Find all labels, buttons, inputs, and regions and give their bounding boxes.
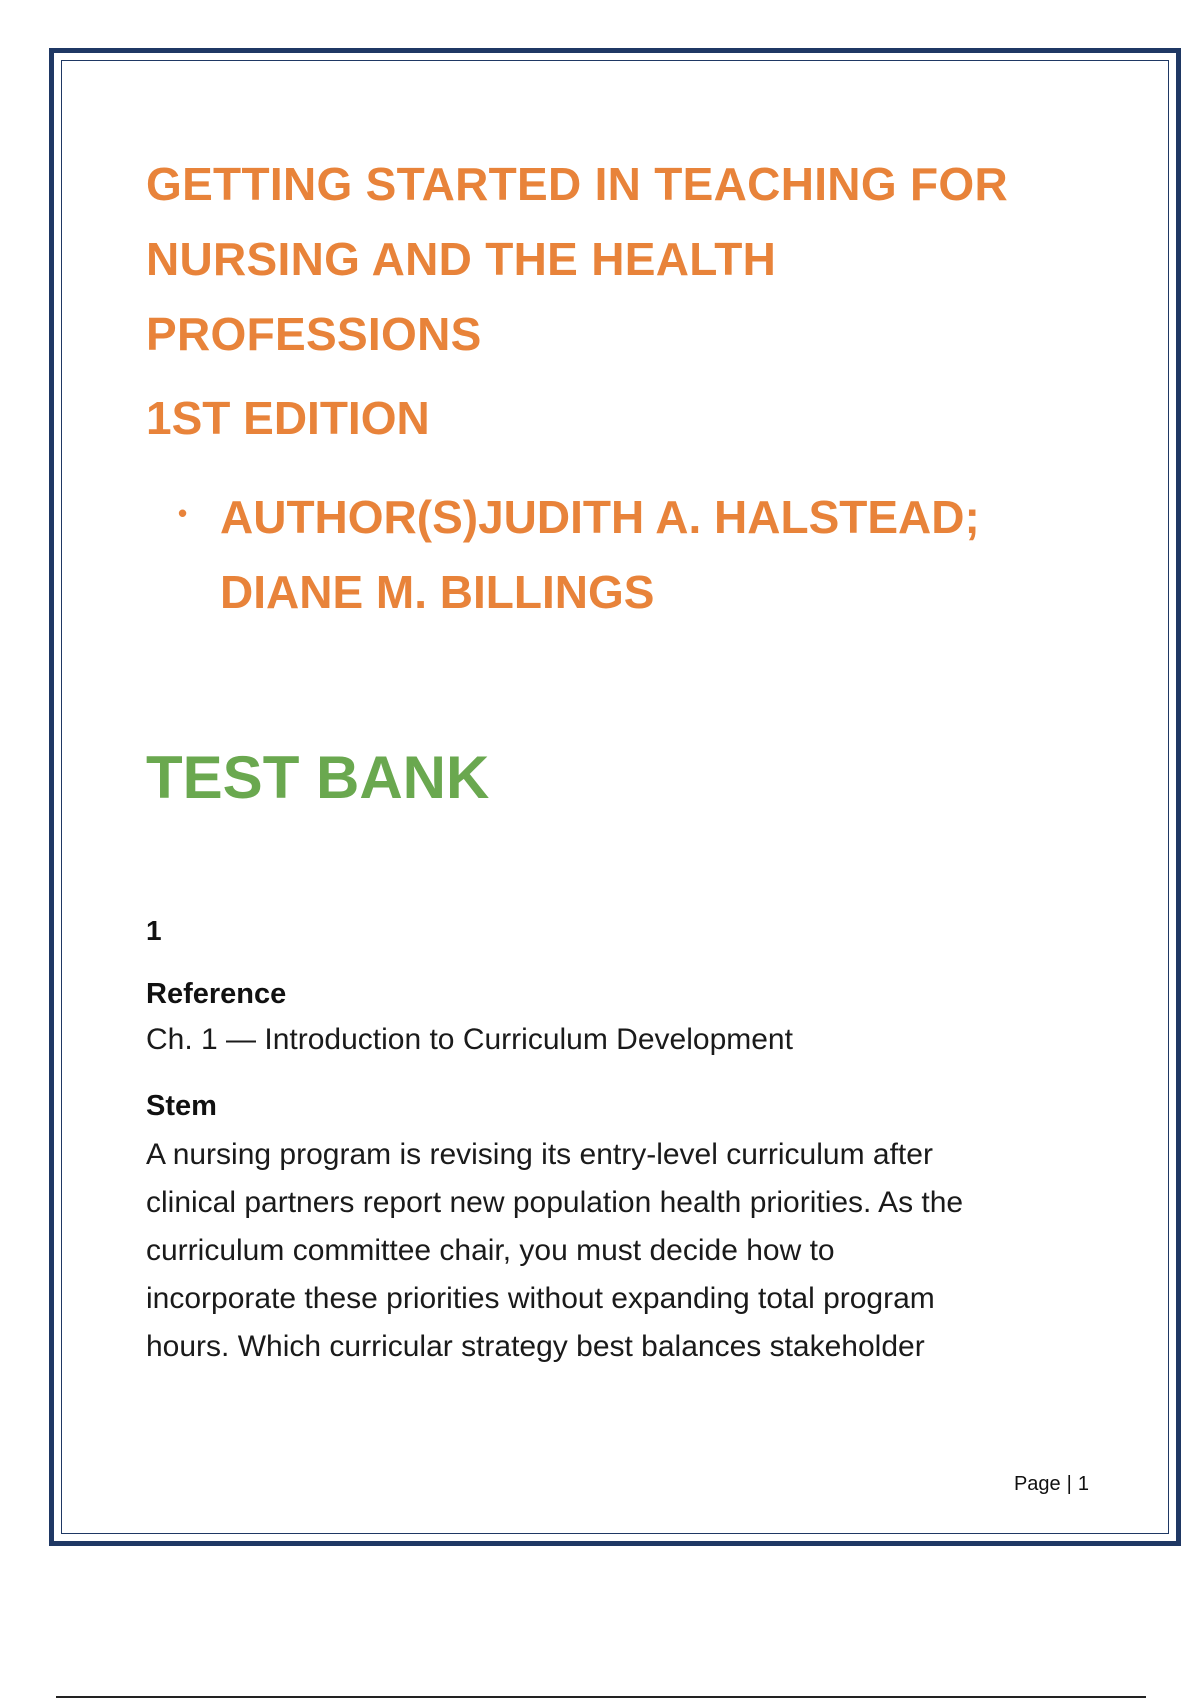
question-number: 1 <box>146 915 162 946</box>
stem-text <box>146 1131 1096 1371</box>
reference-label: Reference <box>146 978 287 1010</box>
edition-label: 1ST EDITION <box>146 392 430 444</box>
document-title <box>146 147 1046 372</box>
stem-line: clinical partners report new population health priorities. As the <box>146 1186 964 1219</box>
bullet-icon: • <box>178 498 188 528</box>
page-footer <box>1014 1473 1089 1496</box>
test-bank-heading: TEST BANK <box>146 744 490 811</box>
stem-label: Stem <box>146 1090 217 1122</box>
stem-line: curriculum committee chair, you must decide how to <box>146 1234 835 1267</box>
footer-separator: | <box>1066 1473 1072 1495</box>
author-line: AUTHOR(S)JUDITH A. HALSTEAD; <box>220 491 980 543</box>
page-label: Page <box>1013 1473 1061 1495</box>
author-line: DIANE M. BILLINGS <box>220 566 655 618</box>
reference-text: Ch. 1 — Introduction to Curriculum Development <box>146 1023 793 1056</box>
bottom-rule <box>56 1696 1146 1698</box>
title-line: PROFESSIONS <box>146 308 482 360</box>
title-line: GETTING STARTED IN TEACHING FOR <box>146 158 1008 210</box>
stem-line: hours. Which curricular strategy best balances stakeholder <box>146 1330 925 1363</box>
author-text <box>220 480 1030 630</box>
stem-line: incorporate these priorities without expanding total program <box>146 1282 935 1315</box>
title-line: NURSING AND THE HEALTH <box>146 233 777 285</box>
stem-line: A nursing program is revising its entry-level curriculum after <box>146 1138 933 1171</box>
page-number: 1 <box>1077 1473 1089 1495</box>
